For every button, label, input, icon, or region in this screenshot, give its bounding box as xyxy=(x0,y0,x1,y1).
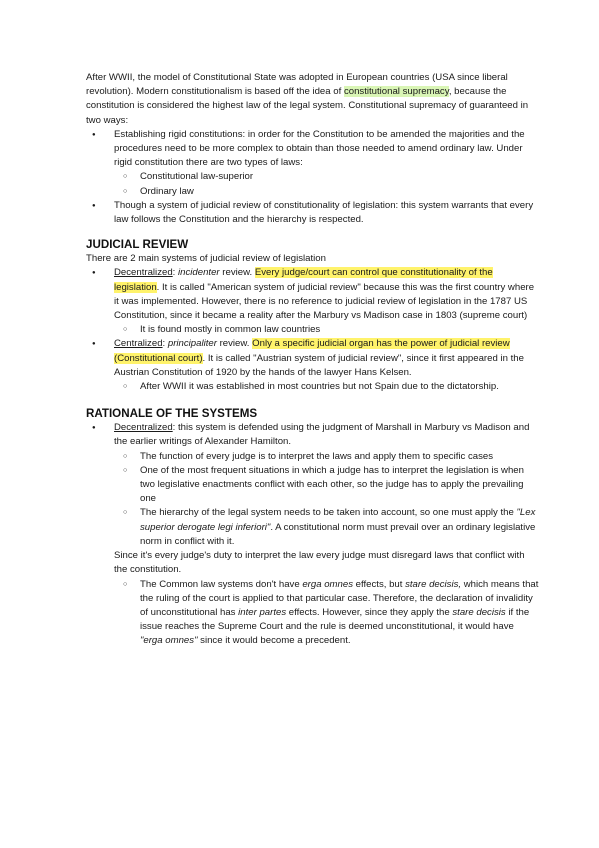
text: which means that the ruling of the court is applied to that particular case. Therefore, the declaration of invalidity of unconstitutional has xyxy=(140,578,539,618)
list-item xyxy=(86,337,539,394)
latin-maxim: "Lex superior derogate legi inferiori" xyxy=(140,507,536,533)
text: review. xyxy=(219,267,255,279)
judicial-intro: There are 2 main systems of judicial review of legislation xyxy=(86,253,326,265)
term-inter-partes: inter partes xyxy=(238,606,287,618)
law-types-list xyxy=(114,170,539,198)
judicial-review-text: Though a system of judicial review of constitutionality of legislation: this system warrants that every law follows the Constitution and the hierarchy is respected. xyxy=(114,199,534,226)
list-item: ○ The function of every judge is to interpret the laws and apply them to specific cases xyxy=(114,450,539,464)
list-item: ○ After WWII it was established in most countries but not Spain due to the dictatorship. xyxy=(114,380,539,394)
list-item xyxy=(114,578,539,649)
ways-list xyxy=(86,128,539,227)
common-law-list xyxy=(86,578,539,649)
list-item xyxy=(86,199,539,227)
term-stare-decisis: stare decisis, xyxy=(405,578,462,590)
list-item xyxy=(86,128,539,199)
intro-text-end: , because the constitution is considered the highest law of the legal system. Constitutional supremacy of guaranteed in two ways: xyxy=(86,86,529,126)
list-item xyxy=(114,506,539,549)
text: The Common law systems don't have xyxy=(140,578,303,590)
text: effects, but xyxy=(353,578,406,590)
text: if the issue reaches the Supreme Court and the rule is deemed unconstitutional, it would have xyxy=(140,606,530,633)
centralized-description: . It is called "Austrian system of judicial review", since it first appeared in the Austrian Constitution of 1920 by the hands of the lawyer Hans Kelsen. xyxy=(114,352,524,378)
list-item xyxy=(86,421,539,549)
decentralized-description: . It is called "American system of judicial review" because this was the first country where it was implemented. However, there is no reference to judicial review of legislation in the 1787 US Constitution, since it became a reality after the Marbury vs Madison case in 1803 (supreme court) xyxy=(114,281,535,322)
term-erga-omnes: "erga omnes" xyxy=(140,635,198,647)
colon: : xyxy=(172,267,179,279)
decentralized-label: Decentralized xyxy=(114,267,173,279)
duty-paragraph: Since it's every judge's duty to interpret the law every judge must disregard laws that conflict with the constitution. xyxy=(114,550,525,576)
term-erga-omnes: erga omnes xyxy=(302,578,353,590)
list-item xyxy=(86,266,539,337)
section-heading-judicial-review: JUDICIAL REVIEW xyxy=(86,238,189,252)
highlight-specific-organ: Only a specific judicial organ has the power of judicial review (Constitutional court) xyxy=(114,338,510,364)
text: review. xyxy=(216,338,253,350)
decentralized-label: Decentralized xyxy=(114,422,173,434)
rationale-decentralized-text: : this system is defended using the judgment of Marshall in Marbury vs Madison and the earlier writings of Alexander Hamilton. xyxy=(114,422,530,448)
rationale-list xyxy=(86,421,539,549)
list-item: ○ It is found mostly in common law countries xyxy=(114,323,539,337)
list-item: ○ Ordinary law xyxy=(114,185,539,199)
colon: : xyxy=(162,338,168,350)
highlight-every-judge: Every judge/court can control que constitutionality of the legislation xyxy=(114,267,493,293)
list-item: ○ One of the most frequent situations in which a judge has to interpret the legislation is when two legislative enactments conflict with each other, so the judge has to apply the prevailing one xyxy=(114,464,539,507)
highlight-constitutional-supremacy: constitutional supremacy xyxy=(343,86,449,98)
decentralized-sub-list xyxy=(114,323,539,337)
intro-text: After WWII, the model of Constitutional State was adopted in European countries (USA since liberal revolution). Modern constitutionalism is based off the idea of xyxy=(86,72,508,98)
text: since it would become a precedent. xyxy=(197,635,351,647)
section-heading-rationale: RATIONALE OF THE SYSTEMS xyxy=(86,407,258,421)
centralized-sub-list xyxy=(114,380,539,394)
intro-paragraph xyxy=(86,71,539,128)
judicial-systems-list xyxy=(86,266,539,394)
text: . A constitutional norm must prevail over an ordinary legislative norm in conflict with it. xyxy=(140,521,536,547)
text: The hierarchy of the legal system needs to be taken into account, so one must apply the xyxy=(140,507,517,519)
rationale-sub-list xyxy=(114,450,539,549)
term-incidenter: incidenter xyxy=(178,267,220,279)
term-stare-decisis: stare decisis xyxy=(452,606,506,618)
list-item: ○ Constitutional law-superior xyxy=(114,170,539,184)
term-principaliter: principaliter xyxy=(167,338,217,350)
centralized-label: Centralized xyxy=(114,338,163,350)
rigid-constitution-text: Establishing rigid constitutions: in order for the Constitution to be amended the majorities and the procedures need to be more complex to obtain than those needed to amend ordinary law. Under rigid constitution there are two types of laws: xyxy=(114,128,525,169)
text: effects. However, since they apply the xyxy=(286,606,453,618)
